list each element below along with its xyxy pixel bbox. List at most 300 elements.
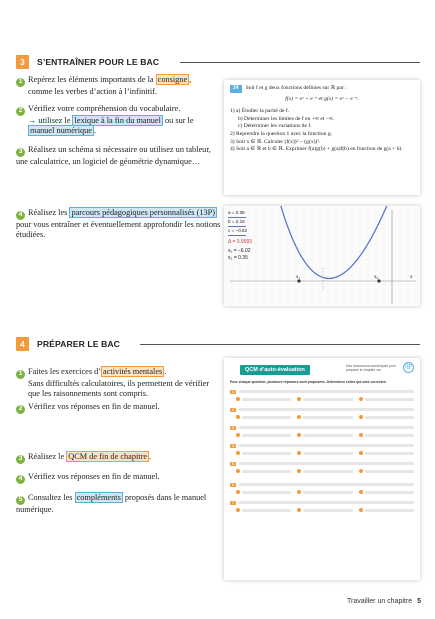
grid-dot: [352, 236, 353, 237]
option-text-line: [365, 452, 414, 455]
grid-dot: [384, 244, 385, 245]
grid-dot: [352, 300, 353, 301]
grid-dot: [320, 212, 321, 213]
option-marker-icon: [359, 433, 363, 437]
grid-dot: [312, 276, 313, 277]
grid-dot: [400, 268, 401, 269]
grid-dot: [256, 300, 257, 301]
grid-dot: [304, 252, 305, 253]
bullet-number: 1: [16, 370, 25, 379]
bullet-number: 3: [16, 455, 25, 464]
grid-dot: [336, 300, 337, 301]
grid-dot: [408, 284, 409, 285]
option-marker-icon: [297, 490, 301, 494]
exercise-badge: 24: [230, 85, 242, 93]
bullet-number: 2: [16, 107, 25, 116]
grid-dot: [360, 276, 361, 277]
qcm-option[interactable]: [236, 451, 291, 455]
grid-dot: [288, 300, 289, 301]
grid-dot: [296, 212, 297, 213]
option-marker-icon: [236, 490, 240, 494]
question-text-line: [239, 462, 414, 465]
link-lexique[interactable]: lexique à la fin du manuel: [74, 115, 161, 125]
grid-dot: [352, 212, 353, 213]
question-text-line: [239, 444, 414, 447]
grid-dot: [352, 252, 353, 253]
page-number: 5: [417, 598, 421, 605]
grid-dot: [304, 236, 305, 237]
exercise-card: 24 Soit f et g deux fonctions définies sur ℝ par : f(x) = eˣ + e⁻ˣ et g(x) = eˣ − e⁻ˣ. 1) a) Étudier la parité de f. b) Déterminer les limites de f en +∞ et −∞. c) Déterminer les variations de f. 2) Reprendre la question 1 avec la fonction g. 3) Soit x ∈ ℝ. Calculer (f(x))² − (g(x))². 4) Soit a ∈ ℝ et b ∈ ℝ. Exprimer f(a)g(b) + g(a)f(b) en fonction de g(a + b).: [224, 80, 420, 195]
exercise-formula: f(x) = eˣ + e⁻ˣ et g(x) = eˣ − e⁻ˣ.: [285, 95, 359, 102]
grid-dot: [376, 212, 377, 213]
grid-dot: [312, 228, 313, 229]
link-qcm[interactable]: QCM de fin de chapitre: [68, 452, 148, 461]
grid-dot: [320, 292, 321, 293]
grid-dot: [416, 284, 417, 285]
train-item-4: 4 Réalisez les parcours pédagogiques personnalisés (13P) pour vous entraîner et éventuellement approfondir les notions étudiées.: [16, 208, 221, 239]
grid-dot: [384, 252, 385, 253]
footer-label: Travailler un chapitre: [346, 598, 413, 605]
grid-dot: [400, 212, 401, 213]
grid-dot: [344, 260, 345, 261]
qcm-option[interactable]: [236, 469, 291, 473]
prepare-item-3: 3 Réalisez le QCM de fin de chapitre .: [16, 452, 216, 464]
grid-dot: [328, 292, 329, 293]
qcm-option[interactable]: [297, 397, 352, 401]
qcm-question: [230, 406, 414, 419]
train-item-3: 3 Réalisez un schéma si nécessaire ou utilisez un tableur, une calculatrice, un logiciel de géométrie dynamique…: [16, 145, 211, 166]
grid-dot: [376, 284, 377, 285]
grid-dot: [296, 252, 297, 253]
option-text-line: [303, 398, 352, 401]
qcm-option[interactable]: [297, 508, 352, 512]
option-text-line: [242, 470, 291, 473]
grid-dot: [264, 300, 265, 301]
grid-dot: [368, 252, 369, 253]
grid-dot: [384, 236, 385, 237]
grid-dot: [256, 260, 257, 261]
grid-dot: [344, 236, 345, 237]
slider-b[interactable]: b = 2.16: [228, 219, 252, 227]
qcm-option[interactable]: [359, 397, 414, 401]
grid-dot: [416, 260, 417, 261]
grid-dot: [376, 300, 377, 301]
qcm-title: QCM d’auto-évaluation: [240, 365, 310, 375]
grid-dot: [352, 260, 353, 261]
keyword-consigne[interactable]: consigne: [157, 75, 188, 84]
grid-dot: [416, 252, 417, 253]
root-label-1: x₁: [296, 275, 301, 280]
grid-dot: [256, 284, 257, 285]
grid-dot: [376, 292, 377, 293]
grid-dot: [368, 292, 369, 293]
grid-dot: [400, 244, 401, 245]
grid-dot: [336, 212, 337, 213]
option-marker-icon: [236, 451, 240, 455]
grid-dot: [368, 300, 369, 301]
option-marker-icon: [236, 415, 240, 419]
grid-dot: [416, 276, 417, 277]
question-text-line: [239, 501, 414, 504]
qcm-option[interactable]: [359, 451, 414, 455]
grid-dot: [256, 244, 257, 245]
grid-dot: [320, 220, 321, 221]
option-text-line: [303, 491, 352, 494]
qcm-question: [230, 460, 414, 473]
grid-dot: [344, 228, 345, 229]
grid-dot: [248, 292, 249, 293]
grid-dot: [328, 220, 329, 221]
grid-dot: [272, 252, 273, 253]
option-text-line: [365, 398, 414, 401]
grid-dot: [312, 236, 313, 237]
option-text-line: [365, 434, 414, 437]
grid-dot: [360, 228, 361, 229]
grid-dot: [264, 292, 265, 293]
section-number: 3: [16, 55, 29, 69]
qcm-option[interactable]: [359, 433, 414, 437]
grid-dot: [408, 228, 409, 229]
grid-dot: [288, 252, 289, 253]
grid-dot: [400, 220, 401, 221]
grid-dot: [280, 284, 281, 285]
grid-dot: [304, 228, 305, 229]
grid-dot: [256, 212, 257, 213]
grid-dot: [408, 244, 409, 245]
grid-dot: [328, 252, 329, 253]
grid-dot: [416, 292, 417, 293]
grid-dot: [296, 244, 297, 245]
option-text-line: [365, 491, 414, 494]
grid-dot: [384, 300, 385, 301]
grid-dot: [280, 236, 281, 237]
grid-dot: [296, 260, 297, 261]
grid-dot: [408, 300, 409, 301]
prepare-item-1: 1 Faites les exercices d’ activités mentales . Sans difficultés calculatoires, ils permettent de vérifier que les raisonnements sont compris.: [16, 367, 221, 399]
grid-dot: [384, 228, 385, 229]
grid-dot: [408, 252, 409, 253]
grid-dot: [384, 268, 385, 269]
grid-dot: [376, 244, 377, 245]
grid-dot: [376, 252, 377, 253]
grid-dot: [400, 292, 401, 293]
option-text-line: [242, 416, 291, 419]
grid-dot: [296, 268, 297, 269]
question-number: 7: [232, 500, 234, 505]
prepare-item-2: 2 Vérifiez vos réponses en fin de manuel.: [16, 402, 216, 414]
grid-dot: [344, 276, 345, 277]
grid-dot: [304, 268, 305, 269]
grid-dot: [256, 236, 257, 237]
grid-dot: [360, 252, 361, 253]
option-text-line: [365, 470, 414, 473]
grid-dot: [248, 300, 249, 301]
grid-dot: [296, 300, 297, 301]
grid-dot: [352, 276, 353, 277]
grid-dot: [280, 292, 281, 293]
grid-dot: [344, 220, 345, 221]
option-marker-icon: [236, 469, 240, 473]
grid-dot: [312, 292, 313, 293]
grid-dot: [272, 228, 273, 229]
grid-dot: [296, 292, 297, 293]
grid-dot: [336, 220, 337, 221]
grid-dot: [368, 268, 369, 269]
option-text-line: [365, 509, 414, 512]
grid-dot: [400, 236, 401, 237]
grid-dot: [272, 220, 273, 221]
grid-dot: [408, 260, 409, 261]
grid-dot: [280, 220, 281, 221]
bullet-number: 2: [16, 405, 25, 414]
qcm-option[interactable]: [297, 451, 352, 455]
qcm-preview: [224, 358, 420, 580]
train-item-1: 1 Repérez les éléments importants de la consigne , comme les verbes d’action à l’infinitif.: [16, 75, 216, 97]
grid-dot: [288, 292, 289, 293]
grid-dot: [328, 244, 329, 245]
grid-dot: [360, 236, 361, 237]
qcm-extra-list: [230, 481, 414, 512]
grid-dot: [344, 244, 345, 245]
grid-dot: [360, 244, 361, 245]
grid-dot: [264, 212, 265, 213]
option-text-line: [303, 434, 352, 437]
section-number: 4: [16, 337, 29, 351]
option-text-line: [242, 434, 291, 437]
grid-dot: [248, 276, 249, 277]
grid-dot: [384, 220, 385, 221]
grid-dot: [264, 276, 265, 277]
slider-c[interactable]: c = −0.62: [228, 228, 252, 236]
grid-dot: [352, 284, 353, 285]
grid-dot: [320, 236, 321, 237]
grid-dot: [320, 260, 321, 261]
question-text-line: [239, 426, 414, 429]
question-number: 6: [232, 482, 234, 487]
grid-dot: [408, 236, 409, 237]
qcm-question: [230, 388, 414, 401]
grid-dot: [240, 284, 241, 285]
grid-dot: [240, 276, 241, 277]
delta-value: Δ = 3.9993: [228, 239, 253, 245]
bullet-number: 5: [16, 496, 25, 505]
link-parcours[interactable]: parcours pédagogiques personnalisés (13P): [71, 208, 216, 217]
grid-dot: [384, 292, 385, 293]
option-text-line: [242, 491, 291, 494]
grid-dot: [232, 292, 233, 293]
grid-dot: [288, 268, 289, 269]
grid-dot: [296, 220, 297, 221]
grid-dot: [264, 284, 265, 285]
grid-dot: [376, 260, 377, 261]
qcm-option[interactable]: [297, 490, 352, 494]
link-manuel-numerique[interactable]: manuel numérique: [30, 125, 92, 135]
grid-dot: [328, 276, 329, 277]
grid-dot: [384, 276, 385, 277]
grid-dot: [328, 284, 329, 285]
qcm-question: [230, 499, 414, 512]
question-text-line: [239, 390, 414, 393]
grid-dot: [272, 300, 273, 301]
slider-a[interactable]: a = 0.38: [228, 210, 252, 218]
grid-dot: [272, 268, 273, 269]
grid-dot: [368, 260, 369, 261]
grid-dot: [360, 292, 361, 293]
option-marker-icon: [359, 415, 363, 419]
question-text-line: [239, 408, 414, 411]
geogebra-graph[interactable]: [224, 206, 420, 306]
grid-dot: [272, 236, 273, 237]
section-divider: [180, 62, 420, 63]
grid-dot: [352, 220, 353, 221]
qcm-option[interactable]: [297, 469, 352, 473]
grid-dot: [304, 212, 305, 213]
grid-dot: [304, 220, 305, 221]
grid-dot: [232, 284, 233, 285]
qcm-option[interactable]: [359, 469, 414, 473]
grid-dot: [304, 292, 305, 293]
grid-dot: [272, 212, 273, 213]
grid-dot: [248, 284, 249, 285]
grid-dot: [400, 284, 401, 285]
grid-dot: [400, 228, 401, 229]
grid-dot: [256, 292, 257, 293]
grid-dot: [336, 260, 337, 261]
grid-dot: [256, 220, 257, 221]
graph-canvas: [224, 206, 420, 306]
option-marker-icon: [359, 397, 363, 401]
qcm-option[interactable]: [297, 415, 352, 419]
grid-dot: [304, 300, 305, 301]
grid-dot: [240, 292, 241, 293]
qcm-option[interactable]: [359, 508, 414, 512]
grid-dot: [280, 300, 281, 301]
grid-dot: [288, 260, 289, 261]
at-icon[interactable]: @: [403, 362, 414, 373]
qcm-option[interactable]: [236, 397, 291, 401]
grid-dot: [272, 276, 273, 277]
grid-dot: [368, 212, 369, 213]
x-axis-label: x: [410, 275, 413, 280]
grid-dot: [336, 244, 337, 245]
grid-dot: [296, 228, 297, 229]
grid-dot: [296, 236, 297, 237]
grid-dot: [352, 292, 353, 293]
grid-dot: [384, 260, 385, 261]
qcm-option[interactable]: [359, 415, 414, 419]
slider-panel: [228, 210, 252, 262]
grid-dot: [280, 276, 281, 277]
grid-dot: [232, 276, 233, 277]
grid-dot: [256, 252, 257, 253]
grid-dot: [376, 268, 377, 269]
grid-dot: [256, 268, 257, 269]
prepare-item-4: 4 Vérifiez vos réponses en fin de manuel.: [16, 472, 216, 484]
grid-dot: [288, 236, 289, 237]
option-marker-icon: [297, 433, 301, 437]
grid-dot: [384, 284, 385, 285]
grid-dot: [328, 212, 329, 213]
grid-dot: [264, 268, 265, 269]
grid-dot: [256, 276, 257, 277]
page-footer: [347, 598, 421, 605]
option-text-line: [303, 452, 352, 455]
grid-dot: [296, 284, 297, 285]
qcm-side-note: Des ressources numériques pour préparer le chapitre sur: [346, 363, 396, 372]
qcm-option[interactable]: [297, 433, 352, 437]
grid-dot: [264, 236, 265, 237]
grid-dot: [320, 300, 321, 301]
section-title: S’ENTRAÎNER POUR LE BAC: [37, 57, 160, 67]
grid-dot: [280, 252, 281, 253]
grid-dot: [312, 284, 313, 285]
grid-dot: [336, 268, 337, 269]
grid-dot: [312, 260, 313, 261]
option-text-line: [365, 416, 414, 419]
qcm-instruction: Pour chaque question, plusieurs réponses sont proposées. Déterminez celles qui sont correctes.: [230, 380, 387, 384]
grid-dot: [312, 212, 313, 213]
grid-dot: [248, 268, 249, 269]
qcm-option[interactable]: [236, 490, 291, 494]
graph-grid: [232, 212, 417, 301]
grid-dot: [376, 220, 377, 221]
grid-dot: [376, 236, 377, 237]
grid-dot: [272, 284, 273, 285]
option-marker-icon: [297, 508, 301, 512]
option-marker-icon: [236, 508, 240, 512]
grid-dot: [272, 244, 273, 245]
grid-dot: [360, 284, 361, 285]
grid-dot: [336, 236, 337, 237]
grid-dot: [344, 300, 345, 301]
grid-dot: [368, 284, 369, 285]
section-title: PRÉPARER LE BAC: [37, 339, 120, 349]
link-activites-mentales[interactable]: activités mentales: [103, 367, 163, 376]
grid-dot: [344, 212, 345, 213]
section-divider: [140, 344, 420, 345]
question-number: 2: [232, 407, 234, 412]
question-number: 5: [232, 461, 234, 466]
option-marker-icon: [297, 469, 301, 473]
grid-dot: [408, 292, 409, 293]
option-marker-icon: [359, 508, 363, 512]
qcm-option[interactable]: [236, 433, 291, 437]
grid-dot: [400, 252, 401, 253]
grid-dot: [408, 276, 409, 277]
grid-dot: [360, 260, 361, 261]
question-number: 1: [232, 389, 234, 394]
grid-dot: [400, 276, 401, 277]
grid-dot: [312, 268, 313, 269]
grid-dot: [264, 244, 265, 245]
grid-dot: [416, 212, 417, 213]
link-complements[interactable]: compléments: [76, 493, 121, 502]
grid-dot: [256, 228, 257, 229]
grid-dot: [408, 220, 409, 221]
grid-dot: [280, 212, 281, 213]
grid-dot: [416, 300, 417, 301]
bullet-number: 4: [16, 211, 25, 220]
qcm-option[interactable]: [236, 415, 291, 419]
grid-dot: [264, 228, 265, 229]
qcm-option[interactable]: [236, 508, 291, 512]
grid-dot: [352, 268, 353, 269]
bullet-number: 3: [16, 148, 25, 157]
grid-dot: [368, 220, 369, 221]
qcm-option[interactable]: [359, 490, 414, 494]
grid-dot: [336, 228, 337, 229]
grid-dot: [280, 268, 281, 269]
